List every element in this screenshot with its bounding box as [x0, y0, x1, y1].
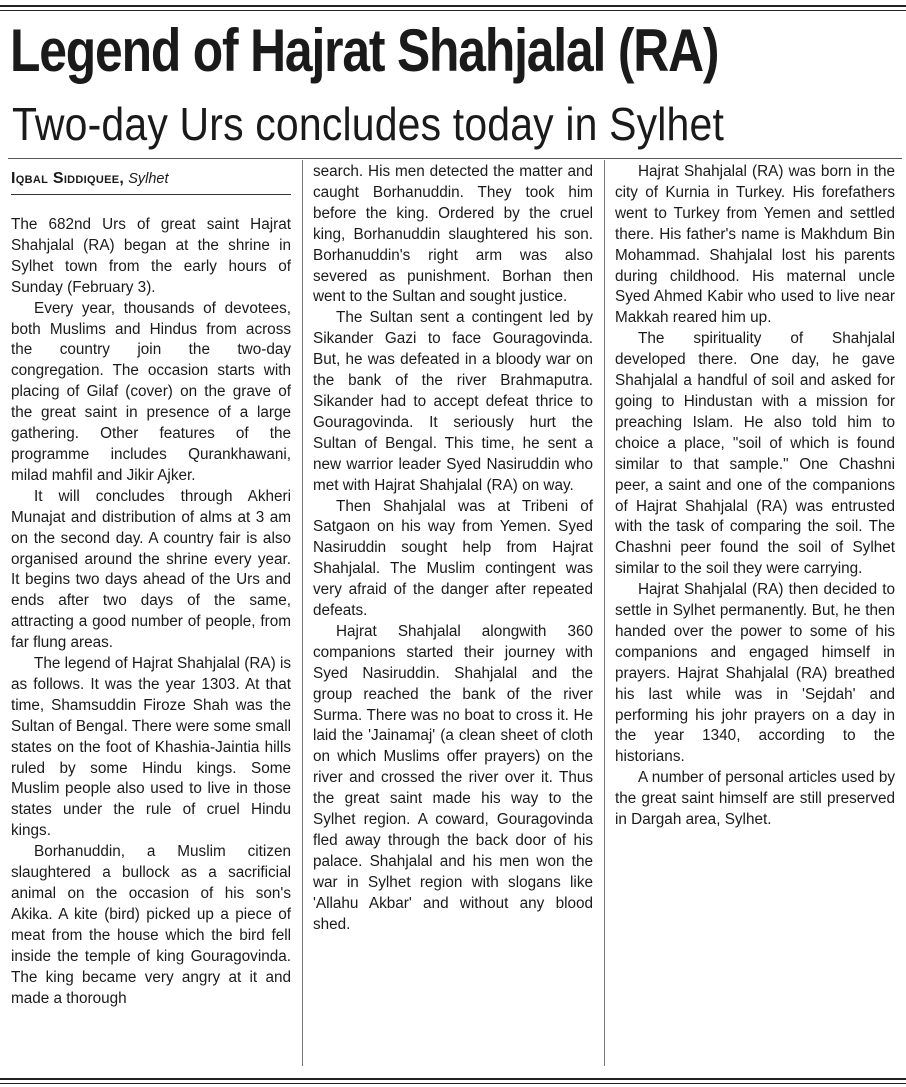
paragraph: The 682nd Urs of great saint Hajrat Shahjalal (RA) began at the shrine in Sylhet town from the early hours of Sunday (February 3).	[11, 216, 291, 296]
paragraph: The spirituality of Shahjalal developed there. One day, he gave Shahjalal a handful of soil and asked for going to Hindustan with a mission for preaching Islam. He also told him to choice a place, "soil of which is found similar to that sample." One Chashni peer, a saint and one of the companions of Hajrat Shahjalal (RA) was entrusted with the task of comparing the soil. The Chashni peer found the soil of Sylhet similar to the soil they were carrying.	[615, 330, 895, 578]
paragraph: Borhanuddin, a Muslim citizen slaughtered a bullock as a sacrificial animal on the occasion of his son's Akika. A kite (bird) picked up a piece of meat from the house which the bird fell inside the temple of king Gouragovinda. The king became very angry at it and made a thorough	[11, 843, 291, 1007]
bottom-border-rule-thin	[0, 1083, 906, 1084]
top-border-rule	[0, 5, 906, 7]
paragraph: Then Shahjalal was at Tribeni of Satgaon on his way from Yemen. Syed Nasiruddin sought help from Hajrat Shahjalal. The Muslim contingent was very afraid of the danger after repeated defeats.	[313, 497, 593, 620]
byline-location: Sylhet	[128, 171, 169, 187]
top-border-rule-thin	[0, 10, 906, 11]
byline-author: Iqbal Siddiquee,	[11, 170, 125, 187]
byline	[11, 170, 291, 195]
article-column-2	[313, 162, 593, 936]
paragraph: search. His men detected the matter and caught Borhanuddin. They took him before the king. Ordered by the cruel king, Borhanuddin slaughtered his son. Borhanuddin's right arm was also severed as punishment. Borhan then went to the Sultan and sought justice.	[313, 163, 593, 306]
column-divider	[302, 160, 303, 1066]
paragraph: The Sultan sent a contingent led by Sikander Gazi to face Gouragovinda. But, he was defeated in a bloody war on the bank of the river Brahmaputra. Sikander had to accept defeat thrice to Gouragovinda. It seriously hurt the Sultan of Bengal. This time, he sent a new warrior leader Syed Nasiruddin who met with Hajrat Shahjalal (RA) on way.	[313, 309, 593, 494]
subheadline: Two-day Urs concludes today in Sylhet	[12, 98, 725, 150]
header-divider	[8, 158, 902, 159]
paragraph: Hajrat Shahjalal alongwith 360 companions started their journey with Syed Nasiruddin. Shahjalal and the group reached the bank of the river Surma. There was no boat to cross it. He laid the 'Jainamaj' (a clean sheet of cloth on which Muslims offer prayers) on the river and crossed the river over it. Thus the great saint made his way to the Sylhet region. A coward, Gouragovinda fled away through the back door of his palace. Shahjalal and his men won the war in Sylhet region with slogans like 'Allahu Akbar' and without any blood shed.	[313, 622, 593, 933]
paragraph: The legend of Hajrat Shahjalal (RA) is as follows. It was the year 1303. At that time, Shamsuddin Firoze Shah was the Sultan of Bengal. There were some small states on the foot of Khashia-Jaintia hills ruled by some Hindu kings. Some Muslim people also used to live in those states under the rule of cruel Hindu kings.	[11, 655, 291, 840]
column-divider	[604, 160, 605, 1066]
bottom-border-rule	[0, 1078, 906, 1080]
paragraph: It will concludes through Akheri Munajat and distribution of alms at 3 am on the second day. A country fair is also organised around the shrine every year. It begins two days ahead of the Urs and ends after two days of the same, attracting a good number of people, from far flung areas.	[11, 487, 291, 652]
headline: Legend of Hajrat Shahjalal (RA)	[10, 17, 719, 84]
paragraph: A number of personal articles used by the great saint himself are still preserved in Dargah area, Sylhet.	[615, 769, 895, 829]
paragraph: Hajrat Shahjalal (RA) then decided to settle in Sylhet permanently. But, he then handed over the power to some of his companions and engaged himself in prayers. Hajrat Shahjalal (RA) breathed his last while was in 'Sejdah' and performing his johr prayers on a day in the year 1340, according to the historians.	[615, 581, 895, 766]
article-column-1	[11, 162, 291, 1009]
paragraph: Every year, thousands of devotees, both Muslims and Hindus from across the country join the two-day congregation. The occasion starts with placing of Gilaf (cover) on the grave of the great saint in presence of a large gathering. Other features of the programme includes Qurankhawani, milad mahfil and Jikir Ajker.	[11, 299, 291, 484]
article-column-3	[615, 162, 895, 831]
paragraph: Hajrat Shahjalal (RA) was born in the city of Kurnia in Turkey. His forefathers went to Turkey from Yemen and settled there. His father's name is Makhdum Bin Mohammad. Shahjalal lost his parents during childhood. His maternal uncle Syed Ahmed Kabir who used to live near Makkah reared him up.	[615, 163, 895, 327]
